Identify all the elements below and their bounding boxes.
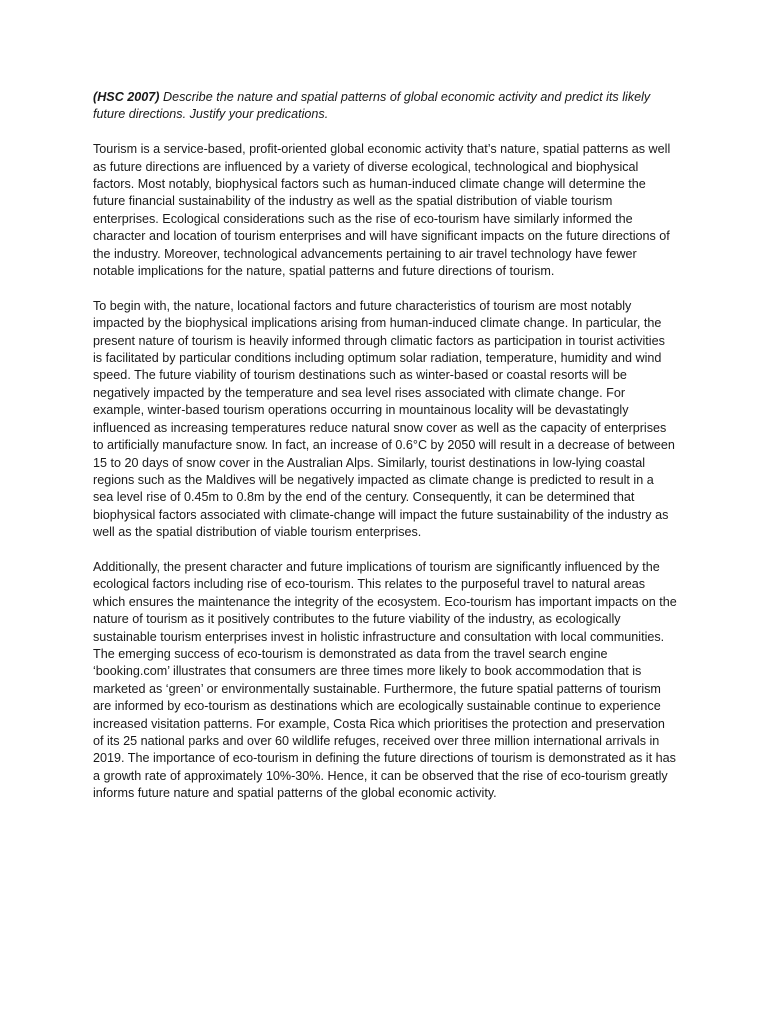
paragraph-introduction: Tourism is a service-based, profit-oriented global economic activity that’s nature, spatial patterns as well as future directions are influenced by a variety of diverse ecological, technological and biophysical factors. Most notably, biophysical factors such as human-induced climate change will determine the future financial sustainability of the industry as well as the spatial distribution of viable tourism enterprises. Ecological considerations such as the rise of eco-tourism have similarly informed the character and location of tourism enterprises and will have significant impacts on the future directions of the industry. Moreover, technological advancements pertaining to air travel technology have fewer notable implications for the nature, spatial patterns and future directions of tourism. bbox=[93, 142, 671, 279]
question-source: (HSC 2007) bbox=[93, 90, 160, 104]
paragraph-eco-tourism: Additionally, the present character and future implications of tourism are significantly influenced by the ecological factors including rise of eco-tourism. This relates to the purposeful travel to natural areas which ensures the maintenance the integrity of the ecosystem. Eco-tourism has important impacts on the nature of tourism as it positively contributes to the future viability of the industry, as ecologically sustainable tourism enterprises invest in holistic infrastructure and consultation with local communities. The emerging success of eco-tourism is demonstrated as data from the travel search engine ‘booking.com’ illustrates that consumers are three times more likely to book accommodation that is marketed as ‘green’ or environmentally sustainable. Furthermore, the future spatial patterns of tourism are informed by eco-tourism as destinations which are ecologically sustainable continue to experience increased visitation patterns. For example, Costa Rica which prioritises the protection and preservation of its 25 national parks and over 60 wildlife refuges, received over three million international arrivals in 2019. The importance of eco-tourism in defining the future directions of tourism is demonstrated as it has a growth rate of approximately 10%-30%. Hence, it can be observed that the rise of eco-tourism greatly informs future nature and spatial patterns of the global economic activity. bbox=[93, 559, 677, 801]
paragraph-climate-change: To begin with, the nature, locational factors and future characteristics of tourism are most notably impacted by the biophysical implications arising from human-induced climate change. In particular, the present nature of tourism is heavily informed through climatic factors as participation in tourist activities is facilitated by particular conditions including optimum solar radiation, temperature, humidity and wind speed. The future viability of tourism destinations such as winter-based or coastal resorts will be negatively impacted by the temperature and sea level rises associated with climate change. For example, winter-based tourism operations occurring in mountainous locality will be devastatingly influenced as increasing temperatures reduce natural snow cover as well as the capacity of enterprises to artificially manufacture snow. In fact, an increase of 0.6°C by 2050 will result in a decrease of between 15 to 20 days of snow cover in the Australian Alps. Similarly, tourist destinations in low-lying coastal regions such as the Maldives will be negatively impacted as climate change is predicted to result in a sea level rise of 0.45m to 0.8m by the end of the century. Consequently, it can be determined that biophysical factors associated with climate-change will impact the future sustainability of the industry as well as the spatial distribution of viable tourism enterprises. bbox=[93, 298, 675, 540]
document-body bbox=[93, 89, 677, 820]
question-text: Describe the nature and spatial patterns of global economic activity and predict its likely future directions. Justify your predications. bbox=[93, 90, 651, 122]
essay-question bbox=[93, 89, 677, 124]
